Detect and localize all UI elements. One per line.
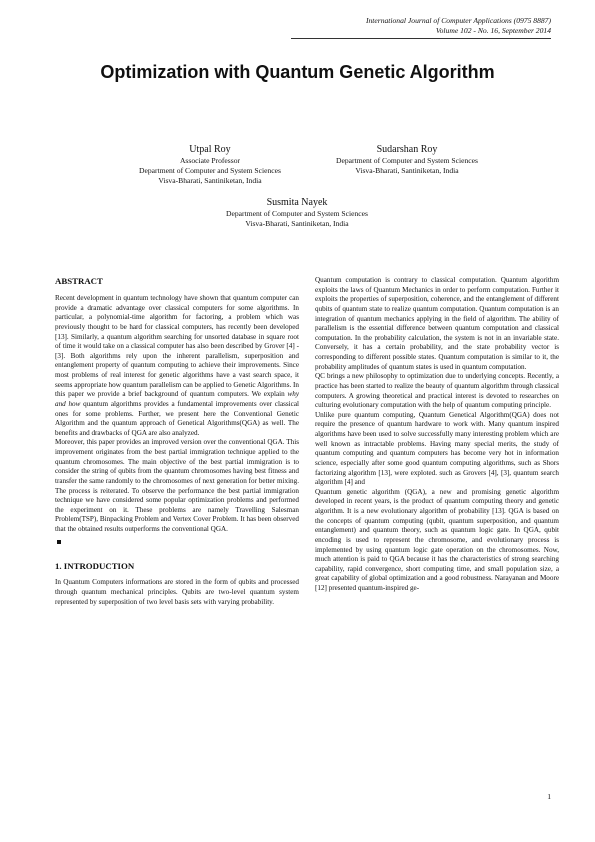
author-place: Visva-Bharati, Santiniketan, India — [158, 176, 262, 185]
left-column — [55, 276, 299, 607]
end-of-abstract-square — [57, 540, 61, 544]
author-name: Sudarshan Roy — [376, 144, 438, 155]
introduction-heading: 1. INTRODUCTION — [55, 561, 135, 572]
header-rule — [291, 38, 551, 39]
author-block-1 — [110, 143, 310, 186]
author-name: Susmita Nayek — [266, 197, 328, 208]
journal-name: International Journal of Computer Applications (0975 8887) — [365, 16, 551, 25]
author-dept: Department of Computer and System Sciences — [336, 156, 478, 165]
right-paragraph-2: QC brings a new philosophy to optimization due to underlying concepts. Recently, a practice has been started to realize the beauty of quantum algorithm through classical computers. A growing theoretical and practical interest is devoted to researches on culturing evolutionary computation with the help of quantum computing principle. — [315, 372, 559, 410]
page-number: 1 — [547, 792, 551, 801]
right-column — [315, 276, 559, 594]
author-name: Utpal Roy — [189, 144, 231, 155]
author-dept: Department of Computer and System Sciences — [139, 166, 281, 175]
paper-title: Optimization with Quantum Genetic Algorithm — [100, 62, 495, 82]
author-block-2 — [302, 143, 512, 176]
abstract-heading: ABSTRACT — [55, 276, 103, 286]
author-place: Visva-Bharati, Santiniketan, India — [245, 219, 349, 228]
volume-info: Volume 102 - No. 16, September 2014 — [435, 26, 551, 35]
author-place: Visva-Bharati, Santiniketan, India — [355, 166, 459, 175]
abstract-paragraph-2: Moreover, this paper provides an improved version over the conventional QGA. This improvement originates from the best partial immigration technique applied to the quantum chromosomes. The main objective of the best partial immigration is to consider the string of qubits from the quantum chromosomes having best fitness and transfer the same randomly to the chromosomes of next generation for better mixing. The process is reiterated. To observe the performance the best partial immigration technique we have considered some popular optimization problems and performed the experiment on it. These problems are namely Travelling Salesman Problem(TSP), Binpacking Problem and Vertex Cover Problem. It has been observed that the obtained results outperforms the conventional QGA. — [55, 438, 299, 533]
running-header — [366, 16, 551, 36]
right-paragraph-3: Unlike pure quantum computing, Quantum Genetical Algorithm(QGA) does not require the presence of quantum hardware to work with. Many quantum inspired algorithms have been used to solve successfully many interesting problem which are well known as intractable problems. Having many special merits, the study of quantum computing and quantum computers has become very hot in information science, especially after some good quantum computing algorithms, such as Shors factorizing algorithm [13], were exploted. such as Grovers [4], [3], quantum search algorithm [4] and — [315, 410, 559, 487]
author-role: Associate Professor — [179, 156, 241, 165]
abstract-emphasis: why and how — [55, 390, 299, 408]
right-paragraph-4: Quantum genetic algorithm (QGA), a new and promising genetic algorithm developed in recent years, is the product of quantum computing theory and genetic algorithm. It is a new evolutionary algorithm of probability [13]. QGA is based on the concepts of quantum computing (qubit, quantum superposition, and quantum entanglement) and quantum theory, such as quantum logic gate. In QGA, qubit encoding is used to represent the chromosome, and evolutionary process is implemented by using quantum logic gate operation on the chromosomes. Now, much attention is paid to QGA because it has the characteristics of strong searching capability, rapid convergence, short computing time, and small population size, a great capability of global optimization and a good robustness. Narayanan and Moore [12] presented quantum-inspired ge- — [315, 487, 559, 592]
author-block-3 — [197, 196, 397, 229]
right-paragraph-1: Quantum computation is contrary to classical computation. Quantum algorithm exploits the laws of Quantum Mechanics in order to perform computation. Further it exploits the properties of superposition, coherence, and the entanglement of different qubits of quantum state to realize quantum computation. Quantum computation is an integration of quantum mechanics applying in the field of algorithm. The ability of parallelism is the essential difference between quantum computation and classical computation. In the probability calculation, the system is not in an invariable state. Conversely, it has a certain probability, and the state probability vector is corresponding to different possible states. Quantum computation is similar to it, the probability amplitudes of quantum states is used in quantum computation. — [315, 276, 559, 371]
abstract-paragraph-1: Recent development in quantum technology have shown that quantum computer can provide a dramatic advantage over classical computers for some algorithms. In particular, a polynomial-time algorithm for factoring, a problem which was previously thought to be hard for classical computers, has recently been developed [13]. Similarly, a quantum algorithm searching for unsorted database in square root of time it would take on a classical computer has also been described by Grover [4] - [3]. Both algorithms rely upon the inherent parallelism, superposition and entanglement property of quantum computing to achieve their improvements. Since most problems of real interest for genetic algorithms have a vast search space, it seems appropriate how quantum parallelism can be applied to Genetic Algorithms. In this paper we provide a brief background of quantum computers. We explain why and how quantum algorithms provides a fundamental improvements over classical ones for some problems. Further, we present here the Conventional Genetic Algorithm and the quantum approach of Genetical Algorithms(QGA) as well. The benefits and drawbacks of QGA are also analyzed. — [55, 294, 299, 437]
intro-paragraph-1: In Quantum Computers informations are stored in the form of qubits and processed through quantum mechanical principles. Qubits are two-level quantum system represented by superposition of two level basis sets with varying probability. — [55, 578, 299, 606]
author-dept: Department of Computer and System Sciences — [226, 209, 368, 218]
